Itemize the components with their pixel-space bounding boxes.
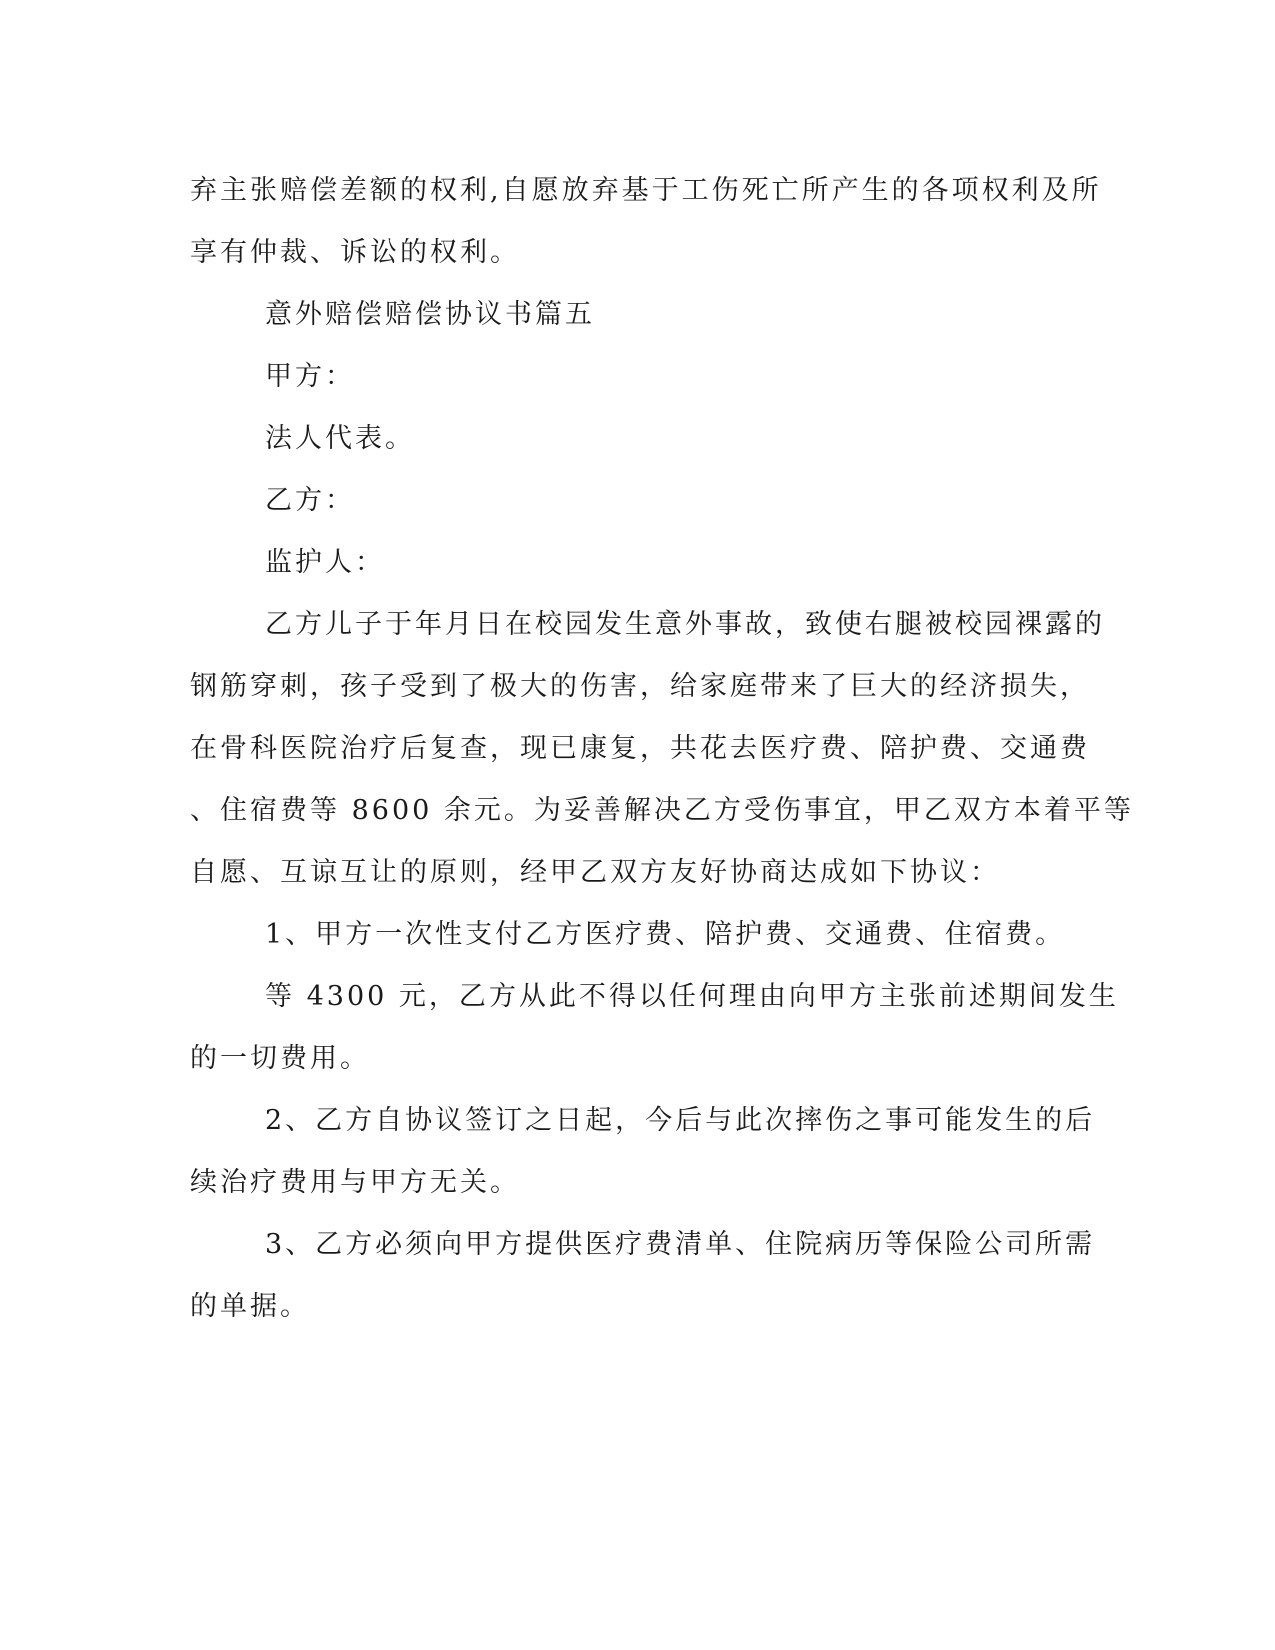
clause-1-line: 1、甲方一次性支付乙方医疗费、陪护费、交通费、住宿费。	[265, 919, 1066, 950]
paragraph-line: 钢筋穿刺，孩子受到了极大的伤害，给家庭带来了巨大的经济损失，	[190, 671, 1090, 702]
clause-3-line: 的单据。	[190, 1291, 310, 1322]
clause-2-line: 2、乙方自协议签订之日起，今后与此次摔伤之事可能发生的后	[265, 1105, 1096, 1136]
paragraph-line: 、住宿费等 8600 余元。为妥善解决乙方受伤事宜，甲乙双方本着平等	[190, 795, 1134, 826]
text-line-2: 享有仲裁、诉讼的权利。	[190, 237, 520, 268]
paragraph-line: 乙方儿子于年月日在校园发生意外事故，致使右腿被校园裸露的	[265, 609, 1105, 640]
paragraph-line: 在骨科医院治疗后复查，现已康复，共花去医疗费、陪护费、交通费	[190, 733, 1090, 764]
text-line-1: 弃主张赔偿差额的权利,自愿放弃基于工伤死亡所产生的各项权利及所	[190, 175, 1102, 206]
document-body	[190, 160, 1134, 1338]
party-b-label: 乙方：	[265, 485, 355, 516]
clause-1-line: 等 4300 元，乙方从此不得以任何理由向甲方主张前述期间发生	[265, 981, 1119, 1012]
party-a-label: 甲方：	[265, 361, 355, 392]
legal-representative-label: 法人代表。	[265, 423, 415, 454]
clause-1-line: 的一切费用。	[190, 1043, 370, 1074]
clause-3-line: 3、乙方必须向甲方提供医疗费清单、住院病历等保险公司所需	[265, 1229, 1096, 1260]
section-title: 意外赔偿赔偿协议书篇五	[265, 299, 595, 330]
clause-2-line: 续治疗费用与甲方无关。	[190, 1167, 520, 1198]
paragraph-line: 自愿、互谅互让的原则，经甲乙双方友好协商达成如下协议：	[190, 857, 1000, 888]
guardian-label: 监护人：	[265, 547, 385, 578]
